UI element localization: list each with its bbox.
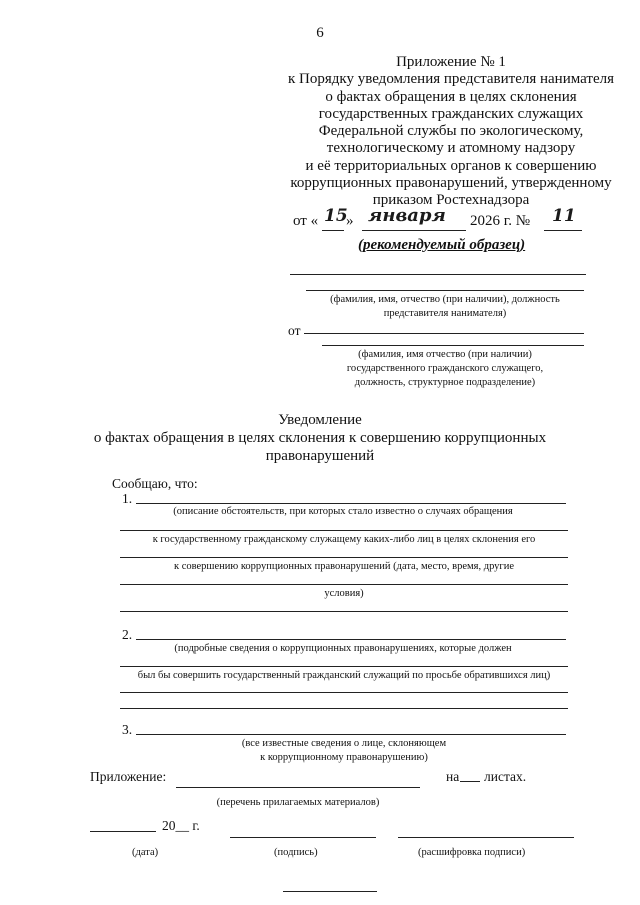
appendix-line: коррупционных правонарушений, утвержденному bbox=[290, 175, 612, 192]
signature-year: 20__ г. bbox=[162, 818, 200, 833]
item-1-caption-1: (описание обстоятельств, при которых стало известно о случаях обращения bbox=[173, 506, 513, 517]
from-line-1 bbox=[304, 333, 584, 334]
attachment-label: Приложение: bbox=[90, 769, 167, 784]
attachment-sheets-underline bbox=[460, 781, 480, 782]
item-1-number: 1. bbox=[122, 491, 133, 506]
item-1-caption-4: условия) bbox=[324, 588, 364, 599]
date-close-quote: » bbox=[346, 213, 354, 229]
appendix-line: технологическому и атомному надзору bbox=[326, 140, 576, 157]
signature-line bbox=[230, 837, 376, 838]
appendix-line: к Порядку уведомления представителя нанимателя bbox=[288, 71, 614, 88]
sample-note: (рекомендуемый образец) bbox=[358, 237, 526, 253]
appendix-header bbox=[270, 54, 632, 210]
decode-caption: (расшифровка подписи) bbox=[418, 847, 526, 858]
item-2-caption-1: (подробные сведения о коррупционных правонарушениях, которые должен bbox=[174, 643, 512, 654]
date-prefix: от « bbox=[293, 213, 319, 229]
from-line-2 bbox=[322, 345, 584, 346]
item-2-line-d bbox=[120, 708, 568, 709]
page-number: 6 bbox=[316, 25, 324, 41]
item-1-line-d bbox=[120, 584, 568, 585]
date-month-underline bbox=[362, 230, 466, 231]
date-caption: (дата) bbox=[132, 847, 159, 858]
date-line bbox=[90, 831, 156, 832]
date-year: 2026 г. № bbox=[470, 213, 531, 229]
document-title: Уведомление bbox=[278, 412, 362, 428]
order-number: 11 bbox=[552, 206, 576, 226]
item-3-caption-2: к коррупционному правонарушению) bbox=[260, 752, 428, 763]
closing-separator bbox=[283, 891, 377, 892]
from-label: от bbox=[288, 323, 301, 338]
item-2-line-b bbox=[120, 666, 568, 667]
servant-caption-2: государственного гражданского служащего, bbox=[346, 363, 544, 374]
addressee-caption-2: представителя нанимателя) bbox=[383, 308, 507, 319]
item-1-caption-3: к совершению коррупционных правонарушений (дата, место, время, другие bbox=[173, 561, 515, 572]
item-3-line-a bbox=[136, 734, 566, 735]
appendix-line: приказом Ростехнадзора bbox=[372, 192, 530, 209]
attachment-caption: (перечень прилагаемых материалов) bbox=[216, 797, 380, 808]
appendix-line: о фактах обращения в целях склонения bbox=[325, 88, 577, 105]
document-subtitle-1: о фактах обращения в целях склонения к совершению коррупционных bbox=[93, 430, 547, 446]
signature-decode-line bbox=[398, 837, 574, 838]
date-day-underline bbox=[322, 230, 344, 231]
item-2-number: 2. bbox=[122, 627, 133, 642]
appendix-line: Федеральной службы по экологическому, bbox=[318, 123, 584, 140]
addressee-caption-1: (фамилия, имя, отчество (при наличии), должность bbox=[330, 294, 560, 305]
item-3-caption-1: (все известные сведения о лице, склоняющем bbox=[241, 738, 447, 749]
attachment-sheets-label: листах. bbox=[484, 769, 527, 784]
attachment-on-label: на bbox=[446, 769, 460, 784]
addressee-line-1 bbox=[290, 274, 586, 275]
item-1-line-b bbox=[120, 530, 568, 531]
appendix-line: Приложение № 1 bbox=[396, 54, 506, 70]
item-1-line-c bbox=[120, 557, 568, 558]
intro-text: Сообщаю, что: bbox=[112, 476, 198, 491]
attachment-line bbox=[176, 787, 420, 788]
item-1-caption-2: к государственному гражданскому служащему каких-либо лиц в целях склонения его bbox=[152, 534, 536, 545]
servant-caption-3: должность, структурное подразделение) bbox=[354, 377, 536, 388]
addressee-line-2 bbox=[306, 290, 584, 291]
item-2-line-a bbox=[136, 639, 566, 640]
item-2-caption-2: был бы совершить государственный гражданский служащий по просьбе обратившихся лиц) bbox=[137, 670, 551, 681]
servant-caption-1: (фамилия, имя отчество (при наличии) bbox=[358, 349, 532, 360]
item-1-line-e bbox=[120, 611, 568, 612]
item-1-line-a bbox=[136, 503, 566, 504]
item-3-number: 3. bbox=[122, 722, 133, 737]
appendix-line: государственных гражданских служащих bbox=[318, 105, 584, 122]
date-day: 15 bbox=[324, 206, 348, 226]
date-month: января bbox=[368, 205, 446, 226]
document-subtitle-2: правонарушений bbox=[265, 448, 375, 464]
signature-caption: (подпись) bbox=[274, 847, 318, 858]
item-2-line-c bbox=[120, 692, 568, 693]
order-number-underline bbox=[544, 230, 582, 231]
appendix-line: и её территориальных органов к совершению bbox=[305, 157, 597, 174]
